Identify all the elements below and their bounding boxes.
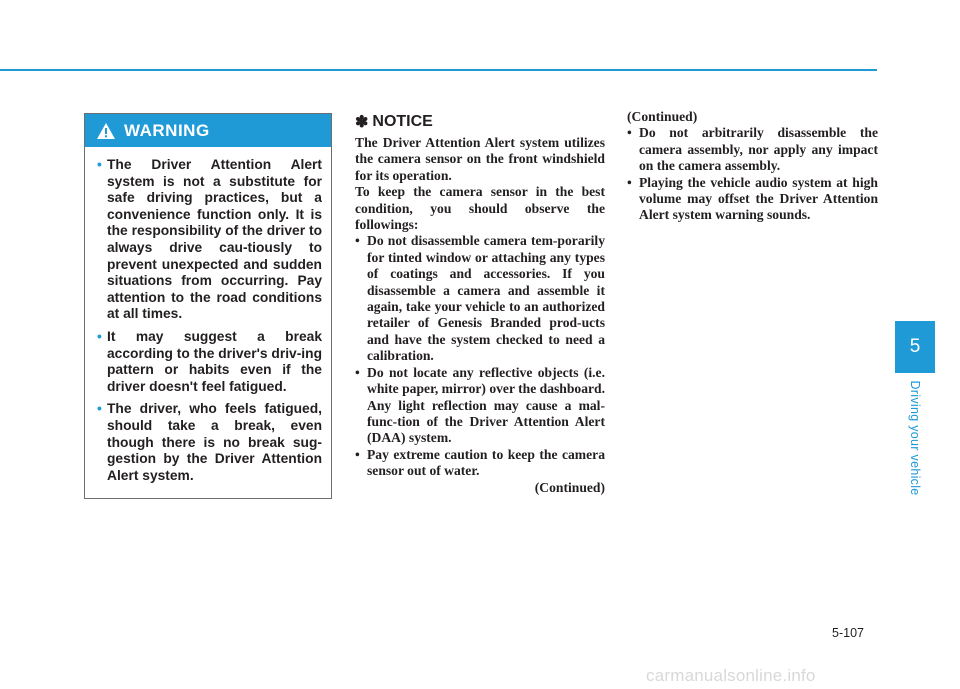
bullet-icon: • <box>355 364 360 380</box>
notice-item-text: Do not locate any reflective objects (i.e. white paper, mirror) over the dashboard. Any light reflection may cause a mal-func-tion of the Driver Attention Alert (DAA) system. <box>367 364 606 446</box>
notice-list <box>627 125 878 223</box>
header-rule <box>0 69 877 71</box>
warning-item-text: The Driver Attention Alert system is not a substitute for safe driving practices, but a convenience function only. It is the responsibility of the driver to always drive cau-tiously to prevent unexpected and sudden situations from occurring. Pay attention to the road conditions at all times. <box>107 157 322 322</box>
warning-item <box>97 157 322 323</box>
notice-title: NOTICE <box>372 113 433 130</box>
notice-item <box>355 365 605 447</box>
notice-list <box>355 233 605 479</box>
warning-list <box>85 147 331 484</box>
warning-header <box>85 114 331 147</box>
page-number: 5-107 <box>832 626 864 640</box>
bullet-icon: • <box>355 446 360 462</box>
notice-continuation <box>627 109 878 224</box>
chapter-tab: 5 <box>895 321 935 373</box>
notice-item-text: Do not disassemble camera tem-porarily for tinted window or attaching any types of coatings and accessories. If you disassemble a camera and assemble it again, take your vehicle to an authorized retailer of Genesis Branded prod-ucts and have the system checked to need a calibration. <box>367 233 605 364</box>
watermark: carmanualsonline.info <box>646 666 816 685</box>
asterisk-icon: ✽ <box>355 114 369 131</box>
bullet-icon: • <box>355 233 360 249</box>
warning-box <box>84 113 332 499</box>
bullet-icon: • <box>97 157 102 172</box>
continued-label: (Continued) <box>534 479 605 495</box>
notice-section <box>355 112 605 496</box>
notice-paragraph: To keep the camera sensor in the best condition, you should observe the followings: <box>355 184 605 233</box>
warning-triangle-icon <box>96 122 116 140</box>
notice-item-text: Do not arbitrarily disassemble the camera assembly, nor apply any impact on the camera assembly. <box>639 125 878 174</box>
notice-item-text: Playing the vehicle audio system at high volume may offset the Driver Attention Alert system warning sounds. <box>639 174 878 223</box>
notice-item <box>627 125 878 174</box>
warning-item-text: The driver, who feels fatigued, should take a break, even though there is no break sug-gestion by the Driver Attention Alert system. <box>107 401 322 483</box>
continued-label: (Continued) <box>627 109 698 124</box>
bullet-icon: • <box>97 328 102 344</box>
notice-paragraph: The Driver Attention Alert system utilizes the camera sensor on the front windshield for its operation. <box>355 135 605 183</box>
notice-item-text: Pay extreme caution to keep the camera sensor out of water. <box>367 446 605 479</box>
warning-item <box>97 401 322 484</box>
warning-item-text: It may suggest a break according to the driver's driv-ing pattern or habits even if the driver doesn't feel fatigued. <box>107 328 322 394</box>
notice-item <box>627 175 878 224</box>
bullet-icon: • <box>97 401 102 417</box>
warning-title: WARNING <box>124 120 210 140</box>
warning-item <box>97 329 322 395</box>
chapter-title: Driving your vehicle <box>908 380 922 496</box>
notice-item <box>355 447 605 480</box>
bullet-icon: • <box>627 125 632 141</box>
notice-header <box>355 112 605 132</box>
bullet-icon: • <box>627 174 632 190</box>
notice-item <box>355 233 605 364</box>
